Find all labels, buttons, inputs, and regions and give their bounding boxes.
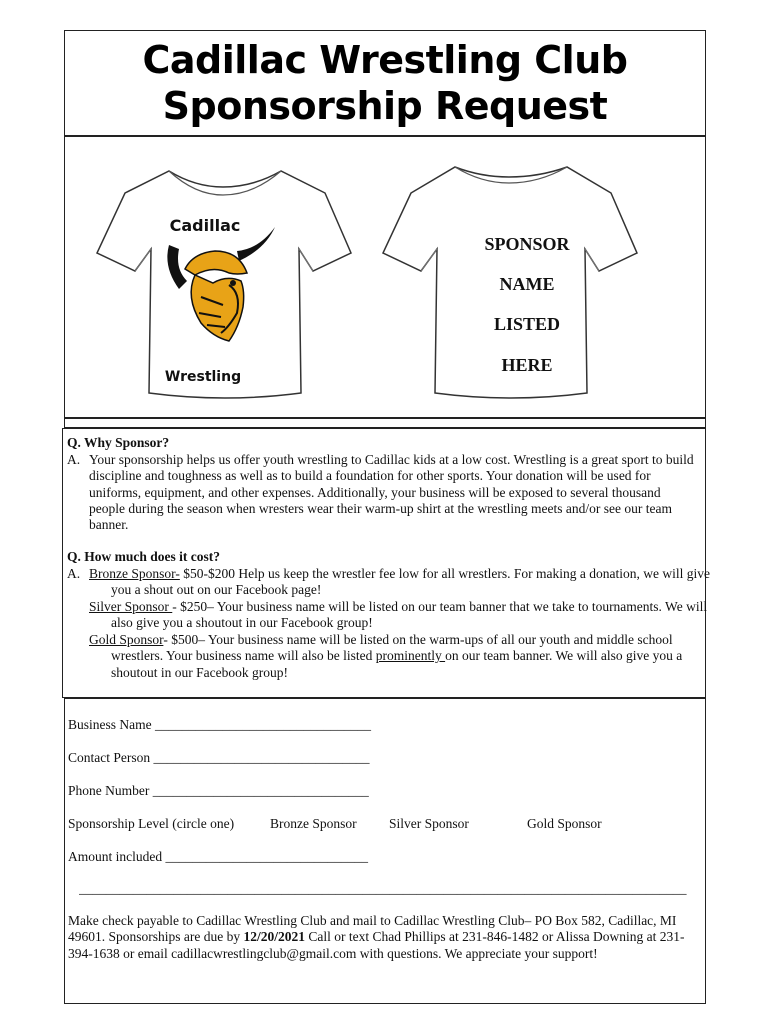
- sponsorship-level-label: Sponsorship Level (circle one): [68, 816, 235, 831]
- front-shirt-bottom-text: Wrestling: [164, 369, 242, 385]
- gold-sponsor-text-2: on our team banner. We will also give you a shoutout in our Facebook group!: [111, 648, 683, 680]
- page-title-line-2: Sponsorship Request: [162, 84, 608, 128]
- phone-number-field[interactable]: Phone Number ________________________________: [68, 783, 369, 798]
- silver-sponsor-text: - $250– Your business name will be listed on our team banner that we take to tournaments. We will also give you a shoutout in our Facebook group!: [111, 599, 708, 631]
- business-name-field[interactable]: Business Name ________________________________: [68, 717, 371, 732]
- bronze-sponsor-text: $50-$200 Help us keep the wrestler fee low for all wrestlers. For making a donation, we will give you a shout out on our Facebook page!: [111, 566, 710, 598]
- faq-question-cost: Q. How much does it cost?: [67, 549, 220, 564]
- front-shirt-top-text: Cadillac: [169, 216, 241, 235]
- silver-sponsor-label: Silver Sponsor: [89, 599, 173, 614]
- faq-answer-prefix-2: A.: [67, 566, 81, 581]
- back-shirt-line-here: HERE: [501, 355, 553, 375]
- gold-sponsor-label: Gold Sponsor: [89, 632, 164, 647]
- faq-answer-prefix-1: A.: [67, 452, 81, 467]
- level-option-bronze[interactable]: Bronze Sponsor: [270, 816, 357, 831]
- payment-instructions-1: Make check payable to Cadillac Wrestling Club and mail to Cadillac Wrestling Club– PO Box 582, Cadillac, MI 49601. Sponsorships are due by: [68, 913, 677, 945]
- front-shirt-illustration: [89, 157, 359, 407]
- payment-instructions-2: Call or text Chad Phillips at 231-846-1482 or Alissa Downing at 231-394-1638 or email cadillacwrestlingclub@gmail.com with questions. We appreciate your support!: [68, 929, 685, 961]
- cut-line-separator: __________________________________________________________________________________________: [79, 881, 687, 896]
- page-title-line-1: Cadillac Wrestling Club: [142, 38, 628, 82]
- sponsor-form: [64, 698, 706, 1004]
- contact-person-field[interactable]: Contact Person ________________________________: [68, 750, 370, 765]
- back-shirt-line-listed: LISTED: [493, 314, 561, 334]
- silver-sponsor-description: [89, 599, 711, 632]
- title-box: [64, 30, 706, 136]
- due-date: 12/20/2021: [243, 929, 306, 945]
- amount-included-field[interactable]: Amount included ______________________________: [68, 849, 368, 864]
- gold-sponsor-text-1: - $500– Your business name will be listed on the warm-ups of all our youth and middle school wrestlers. Your business name will also be listed: [111, 632, 673, 664]
- payment-instructions: [68, 913, 700, 962]
- gold-sponsor-underlined: prominently: [375, 648, 446, 664]
- gold-sponsor-description: [89, 632, 691, 681]
- level-option-silver[interactable]: Silver Sponsor: [389, 816, 469, 831]
- faq-answer-why: Your sponsorship helps us offer youth wrestling to Cadillac kids at a low cost. Wrestling is a great sport to build discipline and toughness as well as to build a foundation for other sports. Your donation will be used for uniforms, equipment, and other expenses. Additionally, your business will be exposed to several thousand people during the season when wresters wear their warm-up shirt at the wrestling meets and/or see our team banner.: [89, 452, 694, 533]
- faq-section: [62, 428, 710, 698]
- divider-strip: [64, 418, 706, 428]
- level-option-gold[interactable]: Gold Sponsor: [527, 816, 602, 831]
- back-shirt-line-name: NAME: [499, 274, 555, 294]
- shirt-illustration-box: [64, 136, 706, 418]
- bronze-sponsor-description: [89, 566, 711, 599]
- bronze-sponsor-label: Bronze Sponsor-: [89, 566, 180, 581]
- faq-question-why: Q. Why Sponsor?: [67, 435, 170, 450]
- back-shirt-line-sponsor: SPONSOR: [484, 234, 570, 254]
